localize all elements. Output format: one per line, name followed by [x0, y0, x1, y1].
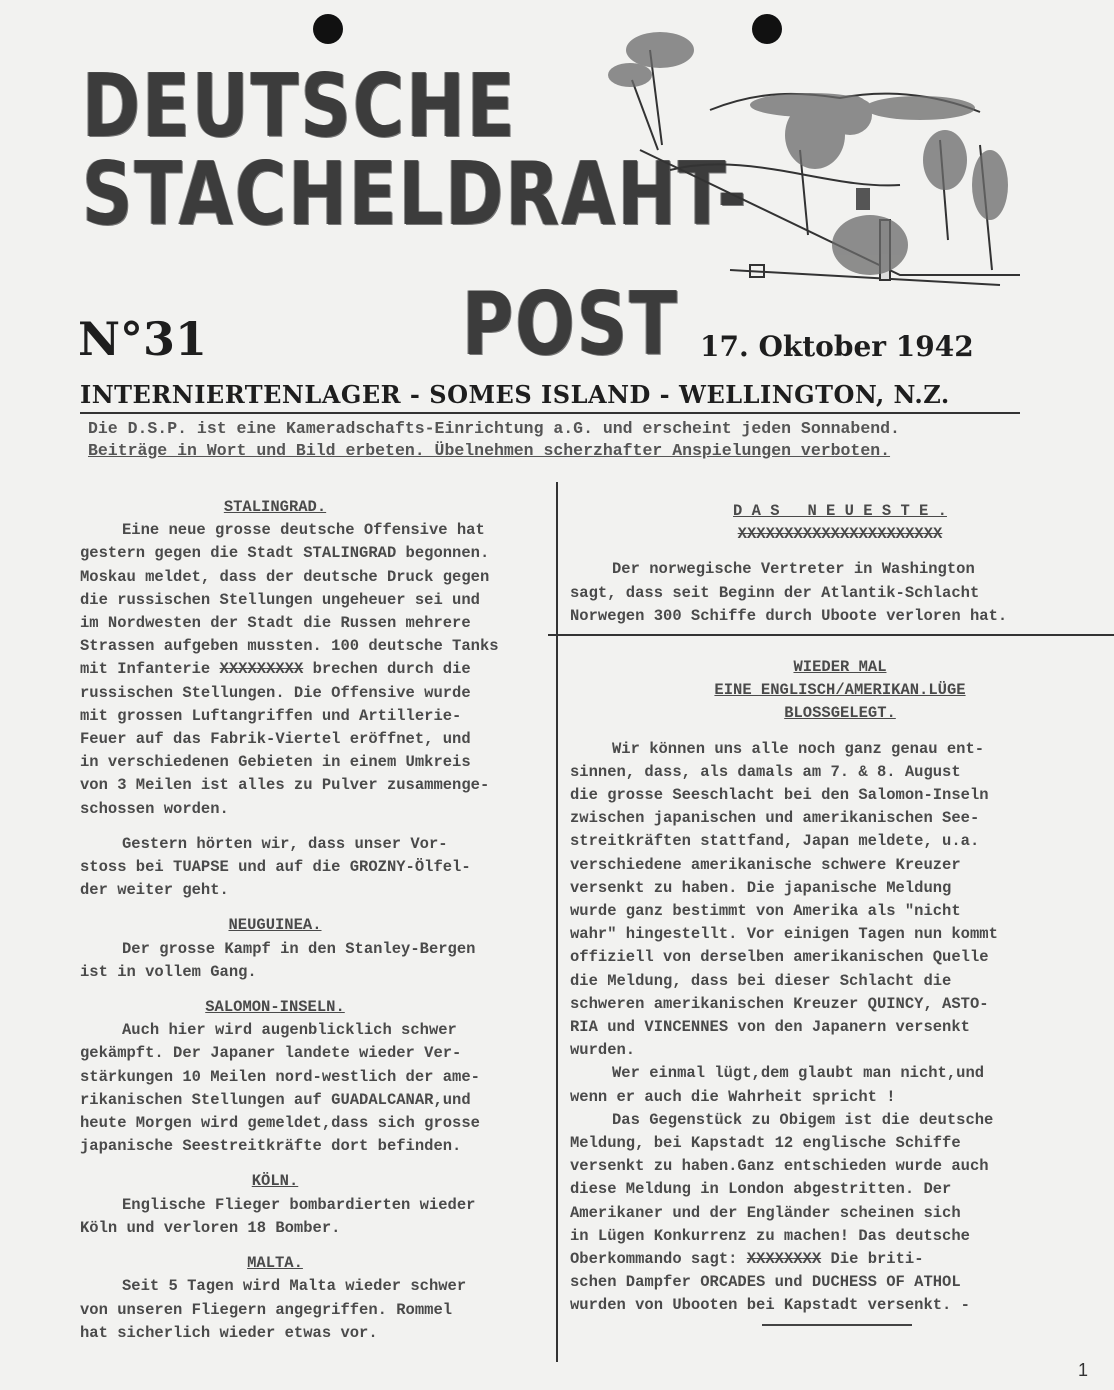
text-line: sinnen, dass, als damals am 7. & 8. August — [570, 762, 961, 781]
struck-text: XXXXXXXXX — [219, 660, 304, 679]
article-title-koeln: KÖLN. — [251, 1172, 299, 1191]
masthead-subtitle: INTERNIERTENLAGER - SOMES ISLAND - WELLINGTON, N.Z. — [80, 380, 950, 409]
text-segment: Oberkommando sagt: — [570, 1250, 738, 1269]
struck-text: XXXXXXXX — [746, 1250, 822, 1269]
article-title-luege-3: BLOSSGELEGT. — [784, 704, 896, 723]
text-line: wenn er auch die Wahrheit spricht ! — [570, 1087, 896, 1106]
text-line: in verschiedenen Gebieten in einem Umkreis — [80, 753, 471, 772]
struck-text: XXXXXXXXXXXXXXXXXXXXXX — [737, 525, 943, 544]
issue-date: 17. Oktober 1942 — [700, 330, 974, 363]
text-line: verschiedene amerikanische schwere Kreuzer — [570, 855, 961, 874]
article-title-malta: MALTA. — [247, 1254, 303, 1273]
binder-hole-left — [313, 14, 343, 44]
text-line: rikanischen Stellungen auf GUADALCANAR,und — [80, 1090, 471, 1109]
text-line: Moskau meldet, dass der deutsche Druck gegen — [80, 567, 490, 586]
text-line: Meldung, bei Kapstadt 12 englische Schiffe — [570, 1134, 961, 1153]
text-line: streitkräften stattfand, Japan meldete, u.a. — [570, 832, 980, 851]
text-line: stärkungen 10 Meilen nord-westlich der ame- — [80, 1067, 480, 1086]
text-line: hat sicherlich wieder etwas vor. — [80, 1323, 378, 1342]
text-line: von 3 Meilen ist alles zu Pulver zusammenge- — [80, 776, 490, 795]
masthead-line3: POST — [462, 272, 679, 375]
text-line: schen Dampfer ORCADES und DUCHESS OF ATHOL — [570, 1273, 961, 1292]
left-column — [80, 496, 550, 1345]
article-title-luege-1: WIEDER MAL — [793, 658, 887, 676]
text-line: im Nordwesten der Stadt die Russen mehrere — [80, 614, 471, 633]
text-segment: Die briti- — [830, 1250, 924, 1269]
text-line: Der norwegische Vertreter in Washington — [612, 560, 975, 579]
text-line: versenkt zu haben. Die japanische Meldung — [570, 878, 952, 897]
right-column — [570, 500, 1110, 628]
text-line — [570, 1248, 1110, 1271]
text-line: japanische Seestreitkräfte dort befinden. — [80, 1137, 462, 1156]
masthead-line2: STACHELDRAHT- — [82, 142, 749, 245]
header-rule — [80, 412, 1020, 414]
text-segment: brechen durch die — [312, 660, 471, 679]
text-line: diese Meldung in London abgestritten. Der — [570, 1180, 952, 1199]
end-rule — [762, 1324, 912, 1326]
text-line: zwischen japanischen und amerikanischen See- — [570, 809, 980, 828]
text-line: ist in vollem Gang. — [80, 962, 257, 981]
text-line: Feuer auf das Fabrik-Viertel eröffnet, und — [80, 730, 471, 749]
text-line: wurden von Ubooten bei Kapstadt versenkt. - — [570, 1296, 970, 1315]
page-number: 1 — [1077, 1360, 1088, 1380]
text-line: russischen Stellungen. Die Offensive wurde — [80, 683, 471, 702]
text-line: RIA und VINCENNES von den Japanern versenkt — [570, 1018, 970, 1037]
text-line: stoss bei TUAPSE und auf die GROZNY-Ölfel- — [80, 858, 471, 877]
masthead-line1: DEUTSCHE — [82, 54, 517, 157]
text-line: wurden. — [570, 1041, 636, 1060]
column-divider — [556, 482, 558, 1362]
text-line: wahr" hingestellt. Vor einigen Tagen nun kommt — [570, 925, 998, 944]
text-line: die russischen Stellungen ungeheuer sei und — [80, 590, 480, 609]
text-line: die Meldung, dass bei dieser Schlacht die — [570, 971, 952, 990]
article-title-stalingrad: STALINGRAD. — [223, 498, 327, 516]
text-line: Strassen aufgeben mussten. 100 deutsche Tanks — [80, 637, 499, 656]
text-line: die grosse Seeschlacht bei den Salomon-Inseln — [570, 786, 989, 805]
text-line: gestern gegen die Stadt STALINGRAD begonnen. — [80, 544, 490, 563]
text-line: Das Gegenstück zu Obigem ist die deutsche — [612, 1110, 994, 1129]
notice — [88, 418, 1028, 462]
notice-line1: Die D.S.P. ist eine Kameradschafts-Einrichtung a.G. und erscheint jeden Sonnabend. — [88, 419, 900, 438]
text-line: wurde ganz bestimmt von Amerika als "nicht — [570, 902, 961, 921]
text-line: Auch hier wird augenblicklich schwer — [122, 1021, 457, 1040]
text-line: versenkt zu haben.Ganz entschieden wurde auch — [570, 1157, 989, 1176]
text-line: Wir können uns alle noch ganz genau ent- — [612, 739, 985, 758]
text-line: Eine neue grosse deutsche Offensive hat — [122, 521, 485, 540]
article-title-neuguinea: NEUGUINEA. — [228, 916, 322, 935]
right-column-lower — [570, 656, 1110, 1318]
text-line: schweren amerikanischen Kreuzer QUINCY, ASTO- — [570, 994, 989, 1013]
right-column-divider — [548, 634, 1114, 636]
text-line: der weiter geht. — [80, 881, 229, 900]
text-line: Wer einmal lügt,dem glaubt man nicht,und — [612, 1064, 985, 1083]
text-line: Amerikaner und der Engländer scheinen sich — [570, 1203, 961, 1222]
text-line: schossen worden. — [80, 799, 229, 818]
notice-line2: Beiträge in Wort und Bild erbeten. Übelnehmen scherzhafter Anspielungen verboten. — [88, 441, 891, 460]
text-line: Seit 5 Tagen wird Malta wieder schwer — [122, 1277, 467, 1296]
text-segment: mit Infanterie — [80, 660, 211, 679]
text-line: Der grosse Kampf in den Stanley-Bergen — [122, 939, 476, 958]
text-line: Gestern hörten wir, dass unser Vor- — [122, 834, 448, 853]
article-title-luege-2: EINE ENGLISCH/AMERIKAN.LÜGE — [714, 681, 966, 700]
text-line: Köln und verloren 18 Bomber. — [80, 1218, 341, 1237]
article-title-neueste: D A S N E U E S T E . — [733, 502, 947, 520]
article-title-salomon: SALOMON-INSELN. — [205, 998, 345, 1017]
issue-number: N°31 — [78, 312, 208, 366]
text-line: offiziell von derselben amerikanischen Quelle — [570, 948, 989, 967]
text-line: in Lügen Konkurrenz zu machen! Das deutsche — [570, 1226, 970, 1245]
text-line — [80, 658, 550, 681]
text-line: Norwegen 300 Schiffe durch Uboote verloren hat. — [570, 606, 1008, 625]
text-line: Englische Flieger bombardierten wieder — [122, 1195, 476, 1214]
landscape-illustration — [600, 20, 1020, 290]
text-line: mit grossen Luftangriffen und Artillerie- — [80, 706, 462, 725]
text-line: heute Morgen wird gemeldet,dass sich grosse — [80, 1114, 480, 1133]
text-line: gekämpft. Der Japaner landete wieder Ver- — [80, 1044, 462, 1063]
text-line: sagt, dass seit Beginn der Atlantik-Schlacht — [570, 583, 980, 602]
text-line: von unseren Fliegern angegriffen. Rommel — [80, 1300, 453, 1319]
